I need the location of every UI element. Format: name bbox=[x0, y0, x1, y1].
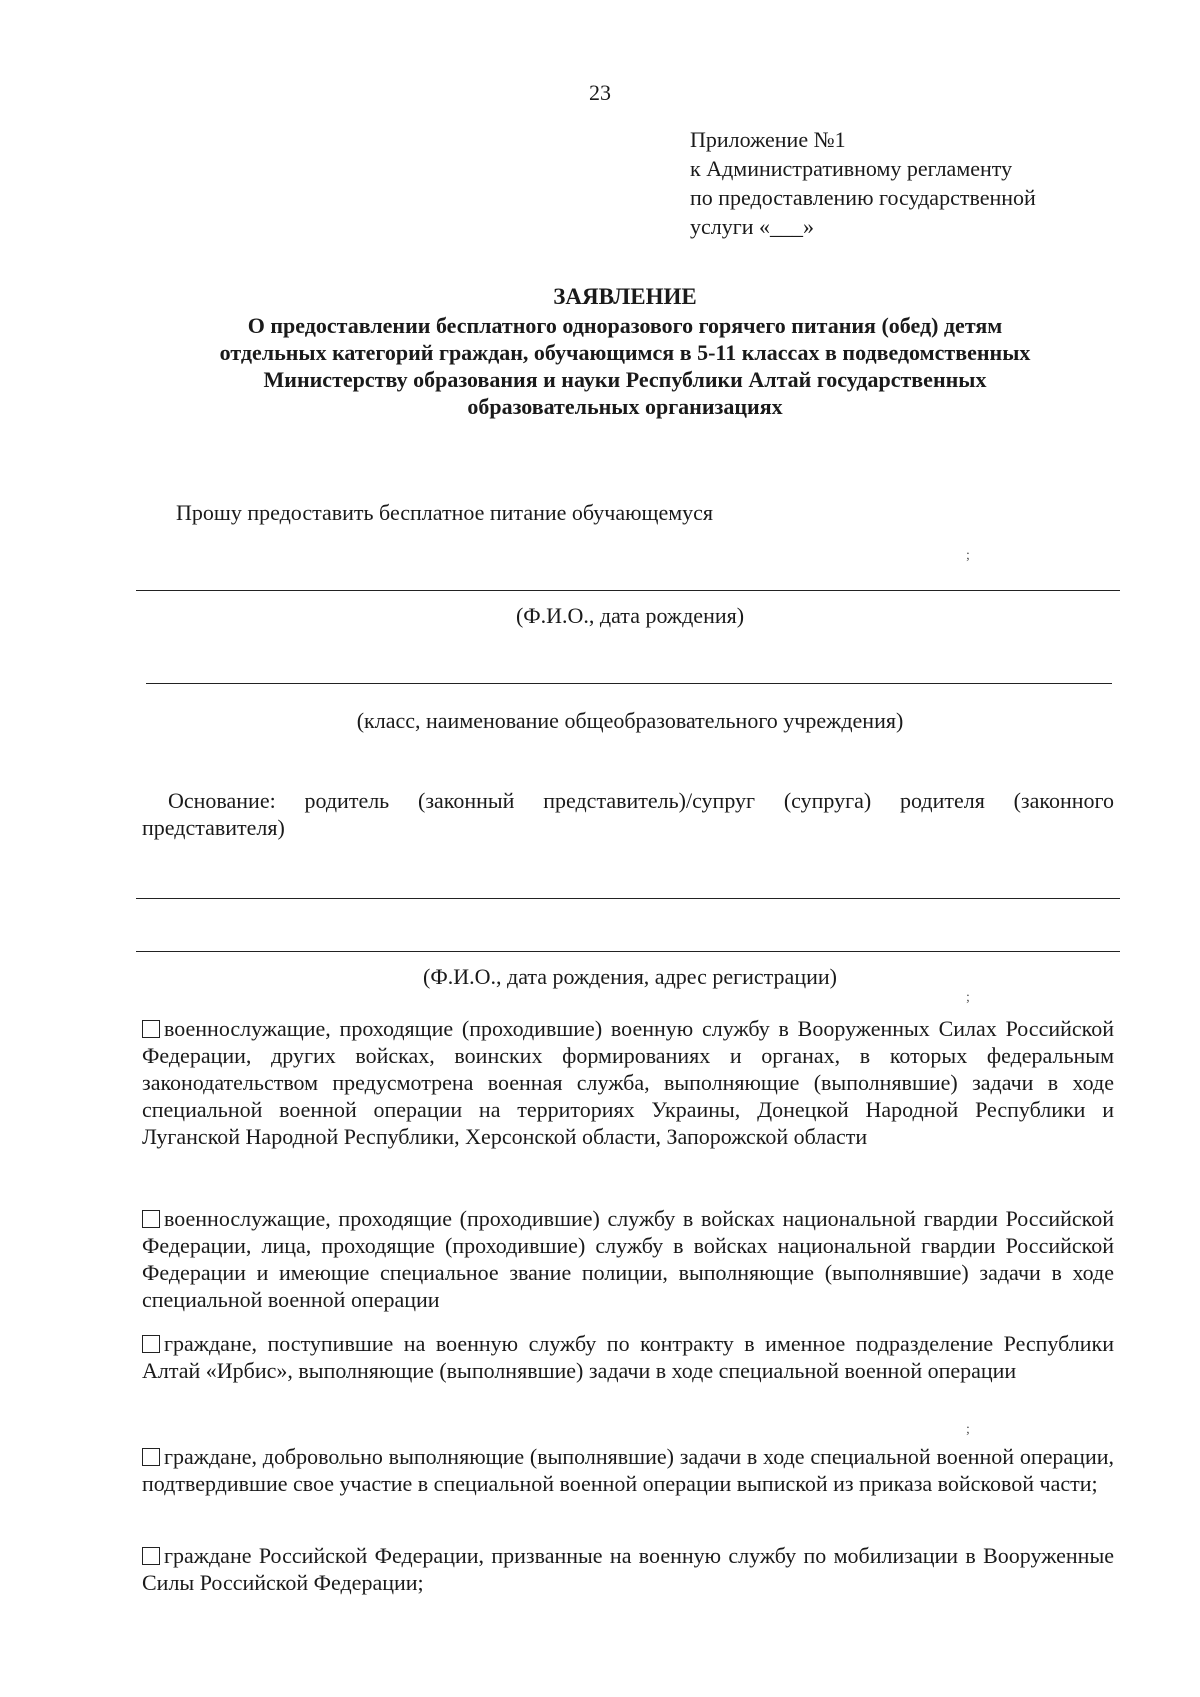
option-text: граждане, поступившие на военную службу по контракту в именное подразделение Республики Алтай «Ирбис», выполняющие (выполнявшие) задачи в ходе специальной военной операции bbox=[142, 1331, 1114, 1383]
appendix-note bbox=[690, 125, 1150, 241]
request-text: Прошу предоставить бесплатное питание обучающемуся bbox=[176, 500, 714, 525]
title-line: Министерству образования и науки Республики Алтай государственных bbox=[263, 367, 987, 392]
option-text: граждане Российской Федерации, призванные на военную службу по мобилизации в Вооруженные Силы Российской Федерации; bbox=[142, 1543, 1114, 1595]
appendix-line: по предоставлению государственной bbox=[690, 185, 1036, 210]
parent-caption: (Ф.И.О., дата рождения, адрес регистрации) bbox=[423, 964, 837, 989]
title-line: образовательных организациях bbox=[467, 394, 783, 419]
option-text: граждане, добровольно выполняющие (выполнявшие) задачи в ходе специальной военной операции, подтвердившие свое участие в специальной военной операции выпиской из приказа войсковой части; bbox=[142, 1444, 1114, 1496]
document-title bbox=[130, 283, 1120, 420]
school-line[interactable] bbox=[146, 683, 1112, 684]
option-item bbox=[142, 1443, 1114, 1497]
basis-text: Основание: родитель (законный представитель)/супруг (супруга) родителя (законного представителя) bbox=[142, 788, 1114, 840]
title-line: О предоставлении бесплатного одноразового горячего питания (обед) детям bbox=[247, 313, 1003, 338]
option-item bbox=[142, 1205, 1114, 1313]
student-caption: (Ф.И.О., дата рождения) bbox=[515, 603, 745, 628]
option-item bbox=[142, 1015, 1114, 1150]
option-item bbox=[142, 1542, 1114, 1596]
scan-speck: ; bbox=[966, 990, 970, 1005]
appendix-line: Приложение №1 bbox=[690, 127, 846, 152]
option-item bbox=[142, 1330, 1114, 1384]
scan-speck: ; bbox=[966, 1422, 970, 1437]
appendix-line: к Административному регламенту bbox=[690, 156, 1013, 181]
option-checkbox[interactable] bbox=[142, 1335, 160, 1353]
scan-speck: ; bbox=[966, 548, 970, 563]
title-line: отдельных категорий граждан, обучающимся в 5-11 классах в подведомственных bbox=[219, 340, 1031, 365]
option-checkbox[interactable] bbox=[142, 1448, 160, 1466]
page-number: 23 bbox=[589, 80, 611, 105]
title-heading: ЗАЯВЛЕНИЕ bbox=[553, 284, 697, 309]
student-name-line[interactable] bbox=[136, 590, 1120, 591]
parent-line-1[interactable] bbox=[136, 898, 1120, 899]
option-text: военнослужащие, проходящие (проходившие) военную службу в Вооруженных Силах Российской Федерации, других войсках, воинских формированиях и органах, в которых федеральным законодательством предусмотрена военная служба, выполняющие (выполнявшие) задачи в ходе специальной военной операции на территориях Украины, Донецкой Народной Республики и Луганской Народной Республики, Херсонской области, Запорожской области bbox=[142, 1016, 1114, 1149]
appendix-line: услуги «___» bbox=[690, 214, 815, 239]
option-checkbox[interactable] bbox=[142, 1547, 160, 1565]
option-checkbox[interactable] bbox=[142, 1020, 160, 1038]
parent-line-2[interactable] bbox=[136, 951, 1120, 952]
option-checkbox[interactable] bbox=[142, 1210, 160, 1228]
school-caption: (класс, наименование общеобразовательного учреждения) bbox=[356, 708, 904, 733]
option-text: военнослужащие, проходящие (проходившие) службу в войсках национальной гвардии Российской Федерации, лица, проходящие (проходившие) службу в войсках национальной гвардии Российской Федерации и имеющие специальное звание полиции, выполняющие (выполнявшие) задачи в ходе специальной военной операции bbox=[142, 1206, 1114, 1312]
